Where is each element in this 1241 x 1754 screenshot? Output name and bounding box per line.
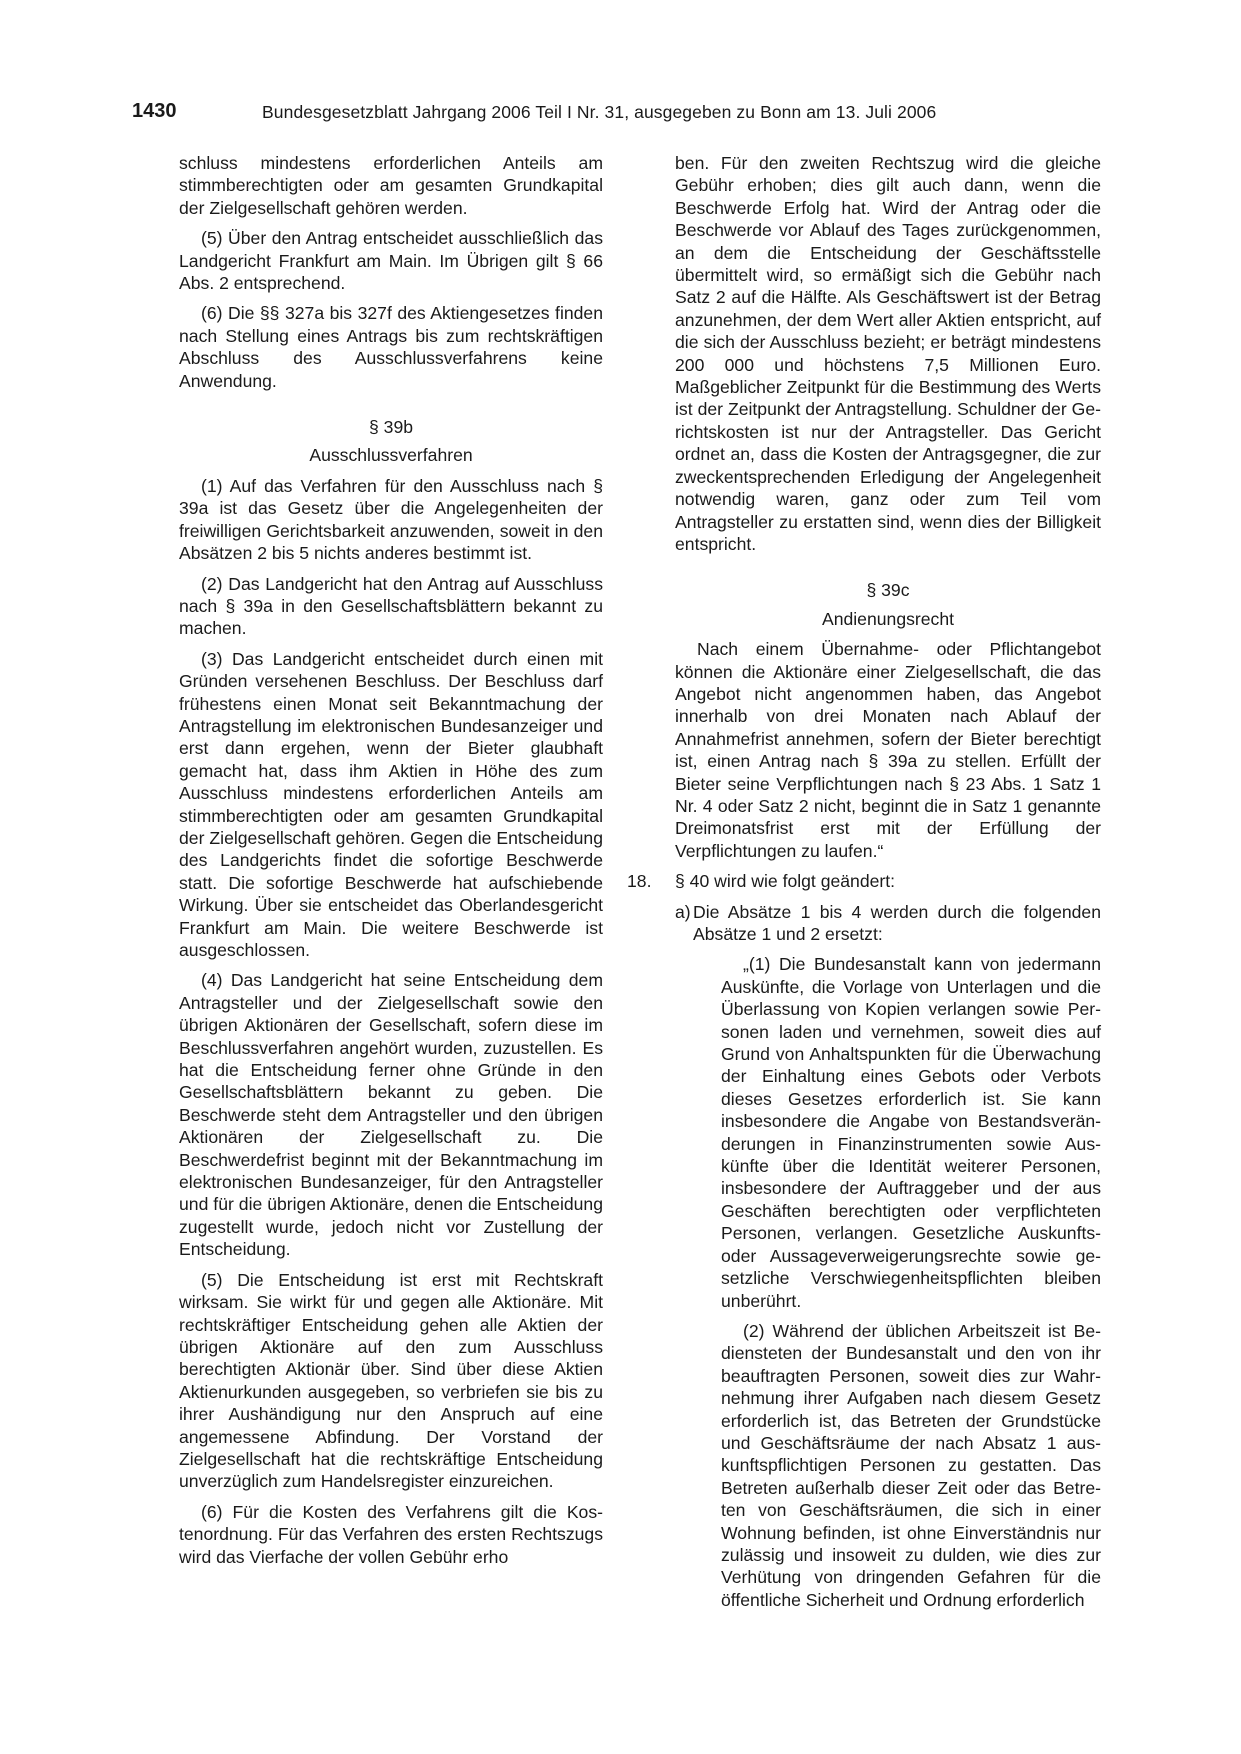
paragraph-39b-4: (4) Das Landgericht hat seine Entscheidung dem Antragsteller und der Zielgesellschaft sowie den übrigen Aktionären der Gesellschaft, sofern diese im Beschlussverfahren angehört wurden, zuzustellen. Es hat die Entscheidung ferner ohne Gründe in den Gesellschaftsblättern bekannt zu geben. Die Beschwerde steht dem Antragsteller und den übrigen Aktionären der Zielgesellschaft zu. Die Beschwerdefrist beginnt mit der Bekanntmachung im elektronischen Bundesanzeiger, für den Antragsteller und für die übrigen Aktionäre, denen die Entscheidung zugestellt wurde, jedoch nicht vor Zustellung der Entscheidung. <box>179 970 603 1260</box>
running-title: Bundesgesetzblatt Jahrgang 2006 Teil I Nr. 31, ausgegeben zu Bonn am 13. Juli 2006 <box>262 102 937 122</box>
item-number: 18. <box>627 871 652 892</box>
quoted-amendment <box>693 953 1101 1611</box>
paragraph-39b-2: (2) Das Landgericht hat den Antrag auf Ausschluss nach § 39a in den Gesellschaftsblättern bekannt zu machen. <box>179 573 603 639</box>
subitem-a <box>675 901 1101 1612</box>
section-title-39b: Ausschlussverfahren <box>309 445 473 466</box>
paragraph-39b-1: (1) Auf das Verfahren für den Ausschluss nach § 39a ist das Gesetz über die Angelegenheiten der freiwilligen Gerichtsbarkeit anzuwenden, soweit in den Absätzen 2 bis 5 nichts anderes bestimmt ist. <box>179 475 603 564</box>
page-number: 1430 <box>132 100 177 122</box>
paragraph-39c: Nach einem Übernahme- oder Pflichtangebot können die Aktionäre einer Zielgesellschaft, die das Angebot nicht angenommen haben, das Angebot innerhalb von drei Monaten nach Ablauf der Annahmefrist annehmen, sofern der Bieter berechtigt ist, einen Antrag nach § 39a zu stellen. Erfüllt der Bieter seine Verpflichtungen nach § 23 Abs. 1 Satz 1 Nr. 4 oder Satz 2 nicht, beginnt die in Satz 1 genannte Dreimonatsfrist erst mit der Erfüllung der Verpflichtungen zu laufen.“ <box>675 639 1101 861</box>
quoted-paragraph-1: „(1) Die Bundesanstalt kann von jedermann Auskünfte, die Vorlage von Unterlagen und die Überlassung von Kopien verlangen sowie Personen laden und vernehmen, soweit dies auf Grund von Anhaltspunkten für die Überwachung der Einhaltung eines Gebots oder Verbots dieses Gesetzes erforderlich ist. Sie kann insbesondere die Angabe von Bestandsveränderungen in Finanzinstrumenten sowie Auskünfte über die Identität weiterer Personen, insbesondere der Auftraggeber und der aus Geschäften berechtigten oder verpflichteten Personen, verlangen. Gesetzliche Auskunfts- oder Aussageverweigerungsrechte sowie gesetzliche Verschwiegenheitspflichten bleiben unberührt. <box>721 954 1101 1311</box>
paragraph-39a-5: (5) Über den Antrag entscheidet ausschließlich das Landgericht Frankfurt am Main. Im Übrigen gilt § 66 Abs. 2 entsprechend. <box>179 228 603 294</box>
paragraph-39b-6-continuation: ben. Für den zweiten Rechtszug wird die gleiche Gebühr erhoben; dies gilt auch dann, wenn die Beschwerde Erfolg hat. Wird der Antrag oder die Beschwerde vor Ablauf des Tages zurückgenommen, an dem die Entscheidung der Geschäftsstelle übermittelt wird, so ermäßigt sich die Gebühr nach Satz 2 auf die Hälfte. Als Geschäftswert ist der Betrag anzunehmen, der dem Wert aller Aktien entspricht, auf die sich der Ausschluss bezieht; er beträgt mindestens 200 000 und höchstens 7,5 Millionen Euro. Maßgeblicher Zeitpunkt für die Bestimmung des Werts ist der Zeitpunkt der Antragstellung. Schuldner der Gerichtskosten ist nur der Antragsteller. Das Gericht ordnet an, dass die Kosten der Antragsgegner, die zur zweckentsprechenden Erledigung der Angelegenheit notwendig waren, ganz oder zum Teil vom Antragsteller zu erstatten sind, wenn dies der Billigkeit entspricht. <box>675 153 1101 554</box>
section-title-39c: Andienungsrecht <box>821 608 955 629</box>
item-text: § 40 wird wie folgt geändert: <box>675 871 896 892</box>
paragraph-39a-6: (6) Die §§ 327a bis 327f des Aktiengesetzes finden nach Stellung eines Antrags bis zum rechtskräftigen Abschluss des Ausschlussverfahrens keine Anwendung. <box>179 303 603 391</box>
paragraph-39b-3: (3) Das Landgericht entscheidet durch einen mit Gründen versehenen Beschluss. Der Beschluss darf frühestens einen Monat seit Bekanntmachung der Antragstellung im elektronischen Bundesanzeiger und erst dann ergehen, wenn der Bieter glaubhaft gemacht hat, dass ihm Aktien in Höhe des zum Ausschluss mindestens erforderlichen Anteils am stimmberechtigten oder am gesamten Grundkapital der Zielgesellschaft gehören. Gegen die Entscheidung des Landgerichts findet die sofortige Beschwerde statt. Die sofortige Beschwerde hat aufschiebende Wirkung. Über sie entscheidet das Oberlandesgericht Frankfurt am Main. Die weitere Beschwerde ist ausgeschlossen. <box>179 648 603 960</box>
paragraph-39b-5: (5) Die Entscheidung ist erst mit Rechtskraft wirksam. Sie wirkt für und gegen alle Aktionäre. Mit rechtskräftiger Entscheidung gehen alle Aktien der übrigen Aktionäre auf den zum Ausschluss berechtigten Aktionär über. Sind über diese Aktien Aktienurkunden ausgegeben, so verbriefen sie bis zu ihrer Aushändigung nur den Anspruch auf eine angemessene Abfindung. Der Vorstand der Zielgesellschaft hat die rechtskräftige Entscheidung unverzüglich zum Handelsregister einzureichen. <box>179 1269 603 1492</box>
subitem-label: a) <box>675 901 691 922</box>
paragraph-39b-6: (6) Für die Kosten des Verfahrens gilt die Kostenordnung. Für das Verfahren des ersten Rechtszugs wird das Vierfache der vollen Gebühr erho <box>179 1501 603 1567</box>
section-number-39b: § 39b <box>368 417 414 438</box>
section-number-39c: § 39c <box>866 580 910 601</box>
quoted-paragraph-2: (2) Während der üblichen Arbeitszeit ist Bediensteten der Bundesanstalt und den von ihr beauftragten Personen, soweit dies zur Wahrnehmung ihrer Aufgaben nach diesem Gesetz erforderlich ist, das Betreten der Grundstücke und Geschäftsräume der nach Absatz 1 auskunftspflichtigen Personen zu gestatten. Das Betreten außerhalb dieser Zeit oder das Betreten von Geschäftsräumen, die sich in einer Wohnung befinden, ist ohne Einverständnis nur zulässig und insoweit zu dulden, wie dies zur Verhütung von dringenden Gefahren für die öffentliche Sicherheit und Ordnung erforderlich <box>721 1320 1101 1610</box>
right-column <box>627 152 1101 1611</box>
left-column <box>179 152 603 1568</box>
paragraph-continuation: schluss mindestens erforderlichen Anteils am stimmberechtigten oder am gesamten Grundkapital der Zielgesellschaft gehören werden. <box>179 153 603 218</box>
page-header <box>130 100 1111 126</box>
amendment-item-18 <box>627 870 1101 1611</box>
subitem-text: Die Absätze 1 bis 4 werden durch die folgenden Absätze 1 und 2 ersetzt: <box>693 901 1101 944</box>
